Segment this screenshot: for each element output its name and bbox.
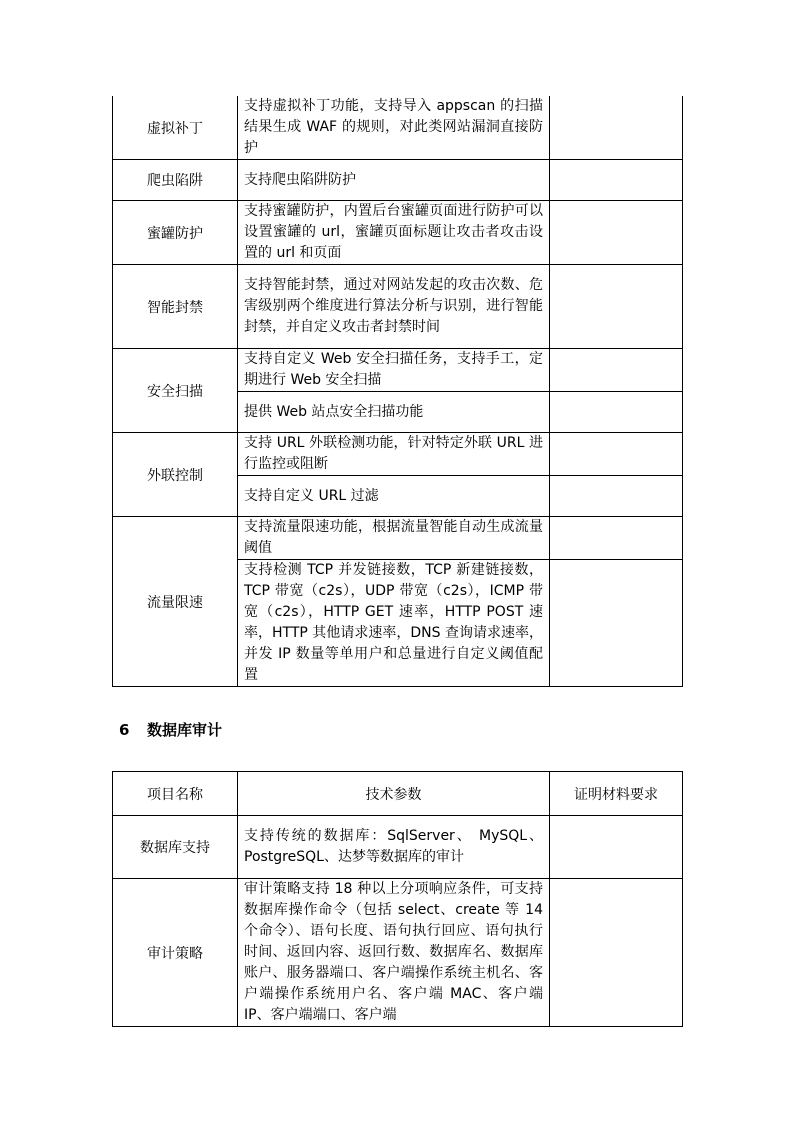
feature-table-db-audit [112, 771, 683, 1027]
table-row [113, 433, 683, 476]
proof-cell [550, 160, 683, 201]
proof-cell [550, 816, 683, 879]
table-row [113, 96, 683, 160]
item-desc: 支持虚拟补丁功能，支持导入 appscan 的扫描结果生成 WAF 的规则，对此类网站漏洞直接防护 [238, 96, 550, 160]
item-desc: 支持蜜罐防护，内置后台蜜罐页面进行防护可以设置蜜罐的 url，蜜罐页面标题让攻击者攻击设置的 url 和页面 [238, 201, 550, 265]
header-item-name: 项目名称 [113, 772, 238, 816]
item-name: 虚拟补丁 [113, 96, 238, 160]
proof-cell [550, 517, 683, 560]
item-name: 蜜罐防护 [113, 201, 238, 265]
header-tech-params: 技术参数 [238, 772, 550, 816]
item-name: 安全扫描 [113, 349, 238, 433]
header-proof: 证明材料要求 [550, 772, 683, 816]
table-row [113, 349, 683, 392]
table-row [113, 816, 683, 879]
table-header-row [113, 772, 683, 816]
section-title: 数据库审计 [147, 721, 223, 739]
proof-cell [550, 201, 683, 265]
table-row [113, 160, 683, 201]
proof-cell [550, 879, 683, 1027]
table-row [113, 517, 683, 560]
proof-cell [550, 349, 683, 392]
proof-cell [550, 96, 683, 160]
section-heading [119, 720, 222, 740]
item-name: 外联控制 [113, 433, 238, 517]
proof-cell [550, 560, 683, 687]
item-desc: 支持检测 TCP 并发链接数，TCP 新建链接数，TCP 带宽（c2s），UDP 带宽（c2s），ICMP 带宽（c2s），HTTP GET 速率，HTTP POST 速率，HTTP 其他请求速率，DNS 查询请求速率，并发 IP 数量等单用户和总量进行自定义阈值配置 [238, 560, 550, 687]
item-desc: 支持自定义 Web 安全扫描任务，支持手工，定期进行 Web 安全扫描 [238, 349, 550, 392]
item-desc: 支持智能封禁，通过对网站发起的攻击次数、危害级别两个维度进行算法分析与识别，进行智能封禁，并自定义攻击者封禁时间 [238, 265, 550, 349]
table-row [113, 265, 683, 349]
proof-cell [550, 476, 683, 517]
item-desc: 支持爬虫陷阱防护 [238, 160, 550, 201]
feature-table-waf [112, 96, 683, 687]
item-desc: 审计策略支持 18 种以上分项响应条件，可支持数据库操作命令（包括 select、create 等 14 个命令）、语句长度、语句执行回应、语句执行时间、返回内容、返回行数、数据库名、数据库账户、服务器端口、客户端操作系统主机名、客户端操作系统用户名、客户端 MAC、客户端 IP、客户端端口、客户端 [238, 879, 550, 1027]
table-row [113, 201, 683, 265]
item-name: 爬虫陷阱 [113, 160, 238, 201]
item-desc: 支持流量限速功能，根据流量智能自动生成流量阈值 [238, 517, 550, 560]
table-row [113, 879, 683, 1027]
proof-cell [550, 265, 683, 349]
item-name: 审计策略 [113, 879, 238, 1027]
item-desc: 提供 Web 站点安全扫描功能 [238, 392, 550, 433]
item-name: 数据库支持 [113, 816, 238, 879]
proof-cell [550, 433, 683, 476]
section-number: 6 [119, 721, 130, 739]
item-desc: 支持传统的数据库：SqlServer、 MySQL、PostgreSQL、达梦等数据库的审计 [238, 816, 550, 879]
item-desc: 支持 URL 外联检测功能，针对特定外联 URL 进行监控或阻断 [238, 433, 550, 476]
item-name: 流量限速 [113, 517, 238, 687]
item-desc: 支持自定义 URL 过滤 [238, 476, 550, 517]
item-name: 智能封禁 [113, 265, 238, 349]
proof-cell [550, 392, 683, 433]
